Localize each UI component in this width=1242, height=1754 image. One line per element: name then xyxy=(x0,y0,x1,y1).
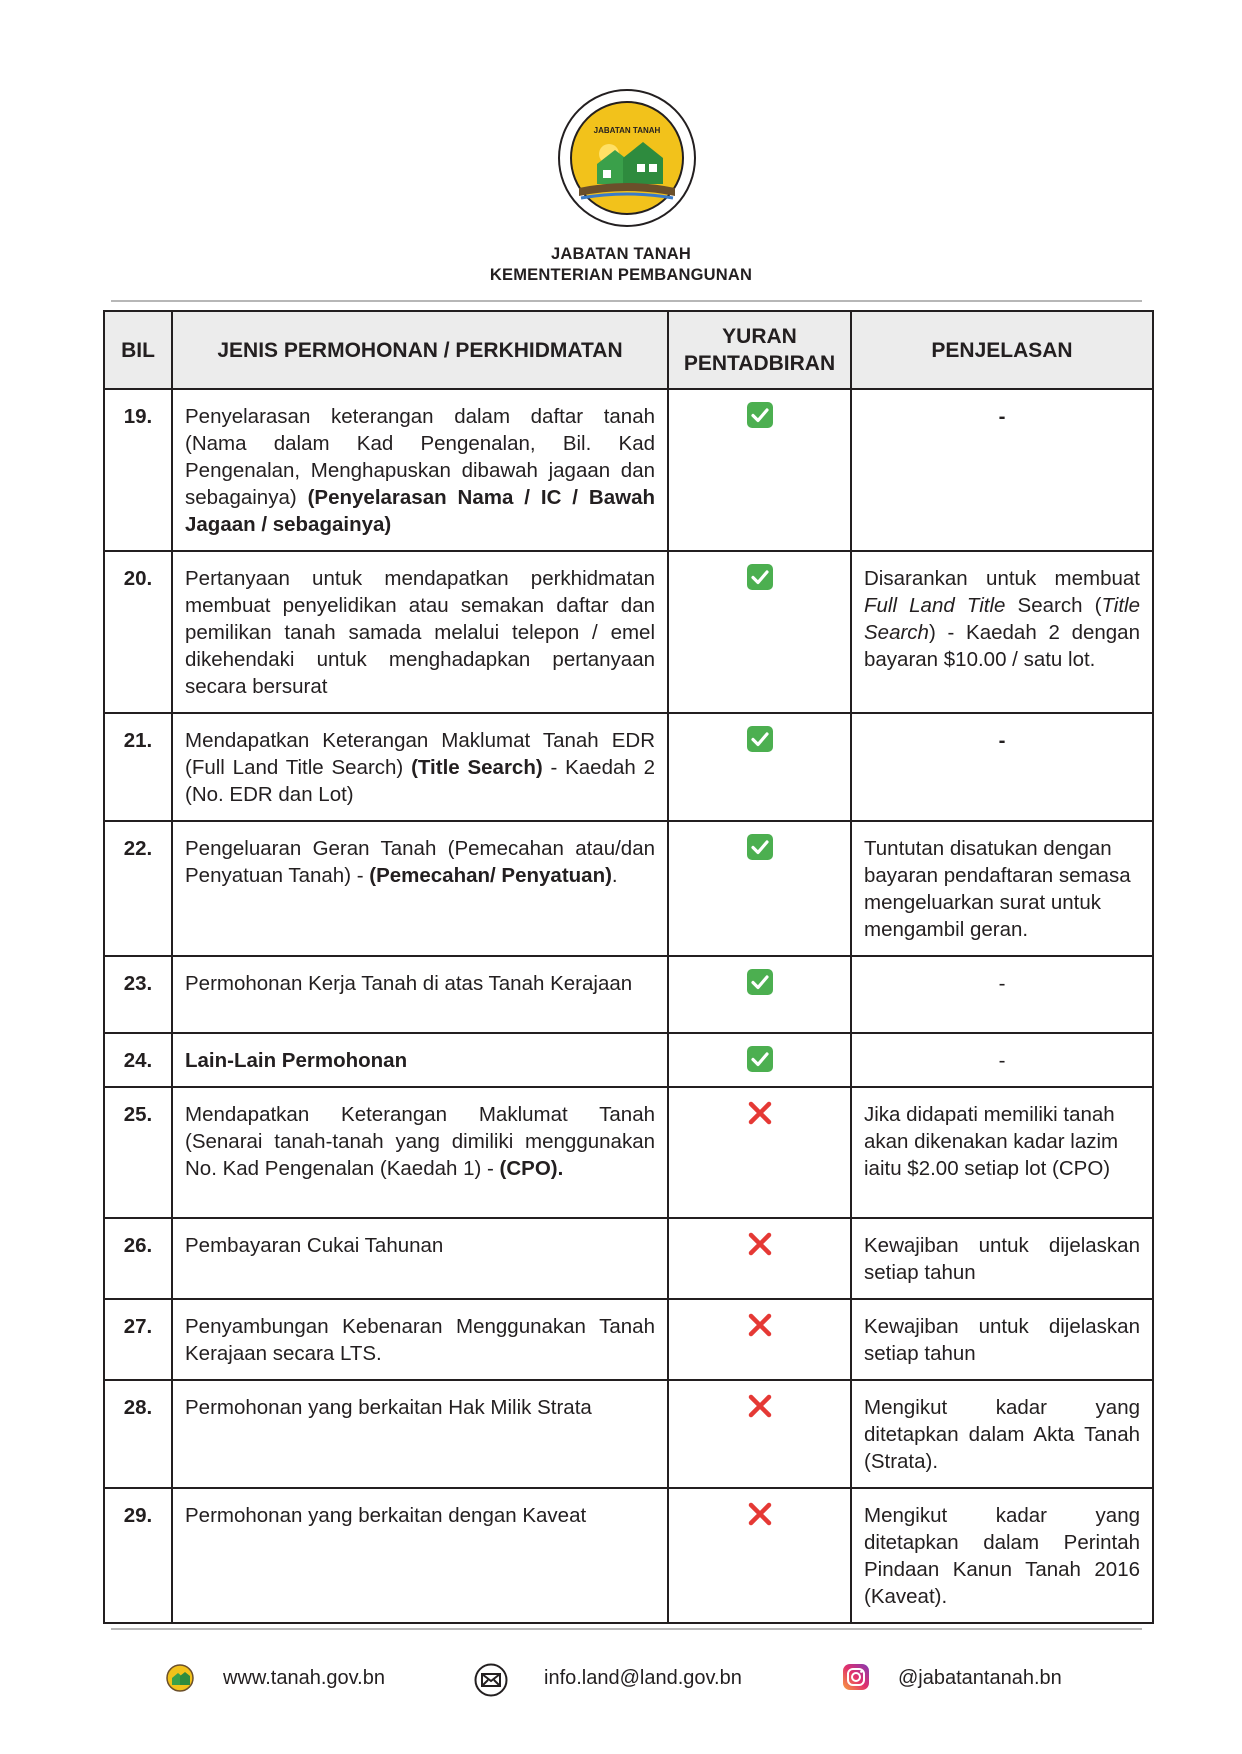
service-name: Penyelarasan keterangan dalam daftar tanah (Nama dalam Kad Pengenalan, Bil. Kad Pengenalan, Menghapuskan dibawah jagaan dan sebagainya) (Penyelarasan Nama / IC / Bawah Jagaan / sebagainya) xyxy=(172,389,668,551)
table-row xyxy=(104,956,1153,1033)
check-icon xyxy=(747,969,773,995)
explanation: Tuntutan disatukan dengan bayaran pendaftaran semasa mengeluarkan surat untuk mengambil geran. xyxy=(851,821,1153,956)
check-icon xyxy=(747,726,773,752)
table-row xyxy=(104,1299,1153,1380)
row-number: 20. xyxy=(104,551,172,713)
mail-icon xyxy=(474,1663,504,1693)
row-number: 25. xyxy=(104,1087,172,1218)
header-penjelasan: PENJELASAN xyxy=(851,311,1153,389)
explanation: - xyxy=(851,389,1153,551)
ministry-name: KEMENTERIAN PEMBANGUNAN xyxy=(489,266,753,284)
explanation: Kewajiban untuk dijelaskan setiap tahun xyxy=(851,1218,1153,1299)
fee-cell xyxy=(668,551,851,713)
service-name: Penyambungan Kebenaran Menggunakan Tanah Kerajaan secara LTS. xyxy=(172,1299,668,1380)
explanation: Mengikut kadar yang ditetapkan dalam Akta Tanah (Strata). xyxy=(851,1380,1153,1488)
check-icon xyxy=(747,834,773,860)
service-name: Permohonan yang berkaitan dengan Kaveat xyxy=(172,1488,668,1623)
fee-cell xyxy=(668,1087,851,1218)
check-icon xyxy=(747,402,773,428)
table-row xyxy=(104,1488,1153,1623)
footer-email[interactable] xyxy=(474,1658,742,1698)
logo-text: JABATAN TANAH xyxy=(593,126,661,135)
footer-website[interactable] xyxy=(165,1658,385,1698)
row-number: 19. xyxy=(104,389,172,551)
row-number: 29. xyxy=(104,1488,172,1623)
fee-cell xyxy=(668,956,851,1033)
fee-cell xyxy=(668,1488,851,1623)
services-table xyxy=(103,310,1154,1624)
explanation: Disarankan untuk membuat Full Land Title Search (Title Search) - Kaedah 2 dengan bayaran $10.00 / satu lot. xyxy=(851,551,1153,713)
fee-cell xyxy=(668,389,851,551)
website-link[interactable]: www.tanah.gov.bn xyxy=(223,1666,385,1689)
check-icon xyxy=(747,1046,773,1072)
footer xyxy=(0,1658,1242,1698)
service-name: Lain-Lain Permohonan xyxy=(172,1033,668,1087)
explanation: Kewajiban untuk dijelaskan setiap tahun xyxy=(851,1299,1153,1380)
header-yuran: YURAN PENTADBIRAN xyxy=(668,311,851,389)
fee-cell xyxy=(668,713,851,821)
fee-cell xyxy=(668,1218,851,1299)
service-name: Mendapatkan Keterangan Maklumat Tanah EDR (Full Land Title Search) (Title Search) - Kaedah 2 (No. EDR dan Lot) xyxy=(172,713,668,821)
fee-cell xyxy=(668,1033,851,1087)
row-number: 23. xyxy=(104,956,172,1033)
fee-cell xyxy=(668,821,851,956)
service-name: Permohonan yang berkaitan Hak Milik Strata xyxy=(172,1380,668,1488)
table-row xyxy=(104,821,1153,956)
row-number: 26. xyxy=(104,1218,172,1299)
org-name: JABATAN TANAH xyxy=(550,245,692,263)
service-name: Permohonan Kerja Tanah di atas Tanah Kerajaan xyxy=(172,956,668,1033)
table-header-row xyxy=(104,311,1153,389)
header-jenis: JENIS PERMOHONAN / PERKHIDMATAN xyxy=(172,311,668,389)
table-row xyxy=(104,551,1153,713)
header-divider xyxy=(111,300,1142,302)
instagram-handle[interactable]: @jabatantanah.bn xyxy=(898,1666,1062,1689)
table-row xyxy=(104,1087,1153,1218)
table-row xyxy=(104,1033,1153,1087)
row-number: 21. xyxy=(104,713,172,821)
table-row xyxy=(104,1218,1153,1299)
logo-small-icon xyxy=(165,1663,195,1693)
cross-icon xyxy=(747,1312,773,1338)
instagram-icon xyxy=(842,1663,872,1693)
email-link[interactable]: info.land@land.gov.bn xyxy=(544,1666,742,1689)
row-number: 27. xyxy=(104,1299,172,1380)
cross-icon xyxy=(747,1231,773,1257)
header-bil: BIL xyxy=(104,311,172,389)
service-name: Pembayaran Cukai Tahunan xyxy=(172,1218,668,1299)
cross-icon xyxy=(747,1393,773,1419)
explanation: Mengikut kadar yang ditetapkan dalam Perintah Pindaan Kanun Tanah 2016 (Kaveat). xyxy=(851,1488,1153,1623)
explanation: Jika didapati memiliki tanah akan dikenakan kadar lazim iaitu $2.00 setiap lot (CPO) xyxy=(851,1087,1153,1218)
service-name: Mendapatkan Keterangan Maklumat Tanah (Senarai tanah-tanah yang dimiliki menggunakan No. Kad Pengenalan (Kaedah 1) - (CPO). xyxy=(172,1087,668,1218)
footer-instagram[interactable] xyxy=(842,1658,1062,1698)
service-name: Pengeluaran Geran Tanah (Pemecahan atau/dan Penyatuan Tanah) - (Pemecahan/ Penyatuan). xyxy=(172,821,668,956)
fee-cell xyxy=(668,1380,851,1488)
explanation: - xyxy=(851,713,1153,821)
row-number: 24. xyxy=(104,1033,172,1087)
cross-icon xyxy=(747,1100,773,1126)
explanation: - xyxy=(851,1033,1153,1087)
explanation: - xyxy=(851,956,1153,1033)
footer-divider xyxy=(111,1628,1142,1630)
table-row xyxy=(104,713,1153,821)
department-logo xyxy=(557,88,697,228)
cross-icon xyxy=(747,1501,773,1527)
fee-cell xyxy=(668,1299,851,1380)
row-number: 28. xyxy=(104,1380,172,1488)
table-row xyxy=(104,1380,1153,1488)
table-row xyxy=(104,389,1153,551)
check-icon xyxy=(747,564,773,590)
service-name: Pertanyaan untuk mendapatkan perkhidmatan membuat penyelidikan atau semakan daftar dan pemilikan tanah samada melalui telepon / emel dikehendaki untuk menghadapkan pertanyaan secara bersurat xyxy=(172,551,668,713)
row-number: 22. xyxy=(104,821,172,956)
